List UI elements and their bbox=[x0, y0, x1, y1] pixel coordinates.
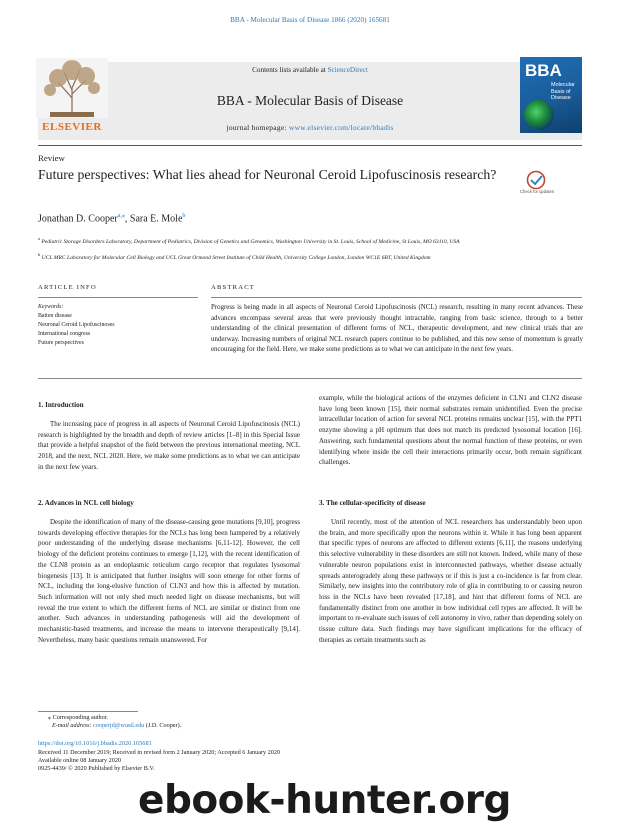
cover-subtitle: Molecular Basis of Disease bbox=[551, 82, 575, 101]
email-line bbox=[52, 722, 181, 730]
keyword: Neuronal Ceroid Lipofuscinoses bbox=[38, 322, 115, 328]
journal-homepage bbox=[110, 123, 510, 132]
author-cooper-affil[interactable]: a,⁎ bbox=[117, 213, 125, 219]
copyright-line: 0925-4439/ © 2020 Published by Elsevier B.V. bbox=[38, 765, 155, 772]
abstract-bottom-rule bbox=[38, 378, 582, 379]
section-3-text bbox=[319, 517, 582, 645]
watermark-text: ebook-hunter.org bbox=[138, 778, 511, 823]
author-mole-affil[interactable]: b bbox=[182, 213, 186, 219]
abstract-text: Progress is being made in all aspects of Neuronal Ceroid Lipofuscinosis (NCL) research, resulting in many recent advances. These advances encompass several areas that were previously thought intractable, ranging from basic science, through to a better understanding of the clinical presentation of different forms of NCL, therapeutic development, and new clinical trials that are underway. Increasing numbers of original NCL research papers continue to be published, and this new sense of momentum is greatly encouraging for the field. Here, we make some predictions as to what we can anticipate in the next few years. bbox=[211, 304, 583, 353]
article-info-heading: ARTICLE INFO bbox=[38, 284, 97, 291]
email-link[interactable]: cooperjd@wustl.edu bbox=[93, 722, 145, 729]
abstract-heading: ABSTRACT bbox=[211, 284, 256, 291]
email-label: E-mail address: bbox=[52, 722, 94, 729]
article-title: Future perspectives: What lies ahead for Neuronal Ceroid Lipofuscinosis research? bbox=[38, 167, 497, 182]
check-for-updates-icon[interactable] bbox=[522, 170, 550, 202]
affiliation-a-mark: a bbox=[38, 236, 40, 241]
header-rule bbox=[38, 145, 582, 146]
section-3-heading: 3. The cellular-specificity of disease bbox=[319, 499, 426, 507]
cover-title: BBA bbox=[525, 61, 562, 80]
affiliation-b bbox=[38, 251, 548, 262]
contents-prefix: Contents lists available at bbox=[252, 66, 328, 74]
footnote-rule bbox=[38, 711, 138, 712]
section-2-heading: 2. Advances in NCL cell biology bbox=[38, 499, 134, 507]
affiliation-b-mark: b bbox=[38, 252, 41, 257]
paragraph: The increasing pace of progress in all aspects of Neuronal Ceroid Lipofuscinosis (NCL) research is highlighted by the breadth and depth of review articles [1–8] in this Special Issue that provide a helpful snapshot of the field between the previous international meeting, NCL 2018, and the next, NCL 2020. Here, we make some predictions as to what we can anticipate in the next few years. bbox=[38, 420, 300, 471]
author-separator: , bbox=[124, 213, 130, 225]
affiliation-a bbox=[38, 235, 548, 246]
paragraph: example, while the biological actions of the enzymes deficient in CLN1 and CLN2 disease have long been known [15], their normal substrates remain unidentified. Even the precise intracellular location of action for several NCL proteins remains unclear [15], with the PPT1 enzyme showing a pH optimum that does not match its predicted lysosomal location [16]. Answering, such fundamental questions about the normal function of these proteins, or even identifying where inside the cell their interactions primarily occur, both remain significant challenges. bbox=[319, 394, 582, 467]
keyword: Future perspectives bbox=[38, 340, 84, 346]
received-dates: Received 11 December 2019; Received in revised form 2 January 2020; Accepted 6 January 2020 bbox=[38, 749, 281, 756]
affiliation-b-text: UCL MRC Laboratory for Molecular Cell Biology and UCL Great Ormond Street Institute of Child Health, University College London, London WC1E 6BT, United Kingdom bbox=[41, 254, 431, 261]
publisher-wordmark: ELSEVIER bbox=[42, 121, 102, 133]
journal-name: BBA - Molecular Basis of Disease bbox=[216, 93, 404, 108]
section-1-text bbox=[38, 419, 300, 473]
column-2-continuation bbox=[319, 393, 582, 468]
author-mole: Sara E. Mole bbox=[129, 213, 183, 225]
doi-link[interactable]: https://doi.org/10.1016/j.bbadis.2020.165681 bbox=[38, 740, 152, 747]
corresponding-author-note: ⁎ Corresponding author. bbox=[48, 714, 108, 721]
affiliation-a-text: Pediatric Storage Disorders Laboratory, Department of Pediatrics, Division of Genetics and Genomics, Washington University in St. Louis, School of Medicine, St Louis, MO 63110, USA bbox=[41, 238, 460, 245]
contents-line bbox=[110, 66, 510, 74]
keyword: Batten disease bbox=[38, 313, 72, 319]
paragraph: Until recently, most of the attention of NCL researchers has understandably been upon the brain, and more specifically upon the neurons within it. While it has long been apparent that specific types of neurons are affected to different extents [6,11], the reasons underlying this selective vulnerability in these disorders are still not known. Indeed, while many of these vulnerable neuron populations exist in interconnected pathways, whether disease actually spreads anterogradely along these pathways or if this is just a co-incidence is far from clear. Similarly, new insights into the contributory role of glia in contributing to or causing neuron loss in the NCLs have been revealed [17,18], and hint that different forms of NCL are fundamentally distinct from one another in how individual cell types are affected. It will be important to re-evaluate such issues of cell autonomy in vivo, rather than depending solely on tissue culture data. Such findings may have significant implications for the efficacy of therapies as certain treatments such as bbox=[319, 518, 582, 644]
section-1-heading: 1. Introduction bbox=[38, 401, 84, 409]
author-list bbox=[38, 212, 185, 224]
paragraph: Despite the identification of many of the disease-causing gene mutations [9,10], progress towards developing effective therapies for the NCLs has long been hampered by a relatively poor understanding of the underlying disease mechanisms [6,11-12]. However, the cell biology of the deficient proteins continues to emerge [1,12], with the recent identification of the CLN8 protein as an endoplasmic reticulum cargo receptor that regulates lysosomal biogenesis [13]. It is anticipated that further insights will soon emerge for other forms of NCL, including the long-elusive function of CLN3 and how this is affected by mutation. Such information will not only shed much needed light on disease mechanisms, but will reveal the true extent to which the different forms of NCL are similar or distinct from one another. Such advances in understanding pathogenesis will aid the development of mechanistic-based treatments, and increase the means to intervene therapeutically [9,14]. Nevertheless, many basic questions remain unanswered. For bbox=[38, 518, 300, 644]
sciencedirect-link[interactable]: ScienceDirect bbox=[327, 66, 368, 74]
check-for-updates-label: Check for updates bbox=[520, 189, 554, 194]
section-2-text bbox=[38, 517, 300, 645]
homepage-link[interactable]: www.elsevier.com/locate/bbadis bbox=[288, 123, 394, 132]
article-info-rule bbox=[38, 297, 198, 298]
cover-image bbox=[524, 100, 554, 130]
keywords-label: Keywords: bbox=[38, 304, 64, 310]
homepage-prefix: journal homepage: bbox=[226, 123, 289, 132]
journal-citation[interactable]: BBA - Molecular Basis of Disease 1866 (2020) 165681 bbox=[230, 16, 390, 24]
author-cooper: Jonathan D. Cooper bbox=[38, 213, 118, 225]
abstract-rule bbox=[211, 297, 582, 298]
keyword: International congress bbox=[38, 331, 91, 337]
available-online: Available online 08 January 2020 bbox=[38, 757, 122, 764]
article-type: Review bbox=[38, 153, 65, 163]
email-suffix: (J.D. Cooper). bbox=[144, 722, 182, 729]
